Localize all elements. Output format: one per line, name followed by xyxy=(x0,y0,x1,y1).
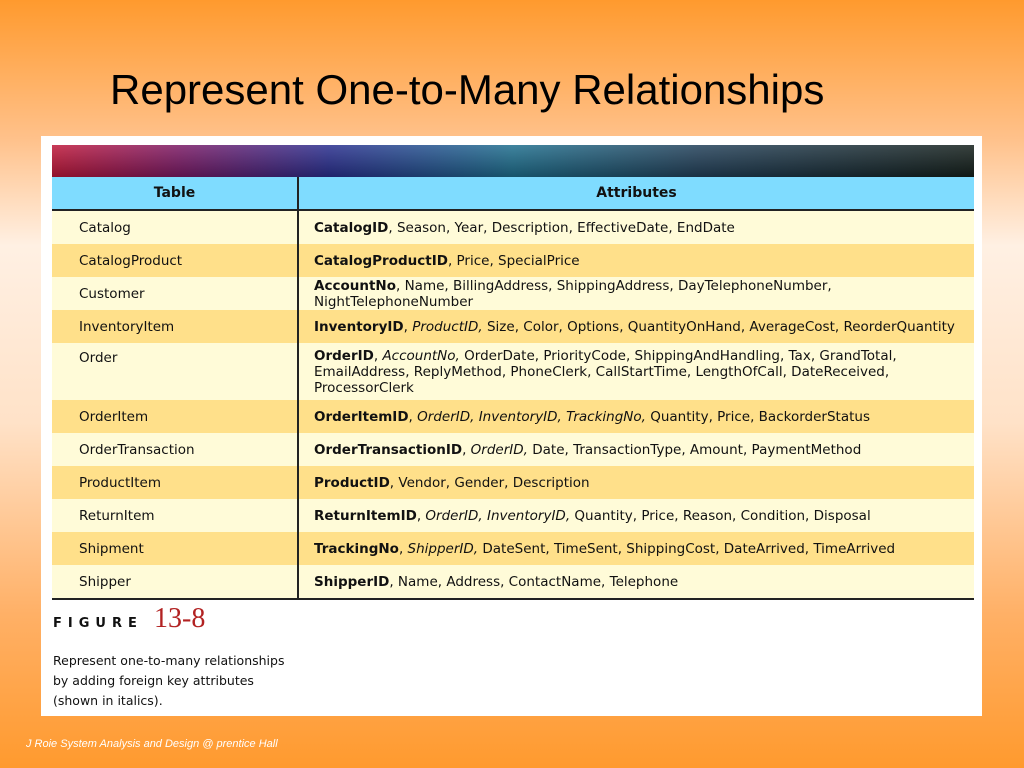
attribute-text: , Name, Address, ContactName, Telephone xyxy=(389,573,679,590)
foreign-key: OrderID, xyxy=(470,441,528,458)
table-row xyxy=(52,466,974,499)
table-name-cell: Customer xyxy=(52,277,298,310)
table-row xyxy=(52,210,974,244)
foreign-key: AccountNo, xyxy=(382,347,460,364)
primary-key: OrderTransactionID xyxy=(314,441,463,458)
attributes-cell xyxy=(298,532,974,565)
attribute-text: , Season, Year, Description, EffectiveDate, EndDate xyxy=(388,219,735,236)
table-row xyxy=(52,565,974,599)
foreign-key: ProductID, xyxy=(412,318,483,335)
slide-title: Represent One-to-Many Relationships xyxy=(110,66,825,113)
primary-key: ProductID xyxy=(314,474,390,491)
figure-label: FIGURE xyxy=(53,616,143,631)
table-row xyxy=(52,277,974,310)
attribute-text: , Vendor, Gender, Description xyxy=(389,474,590,491)
table-header-row xyxy=(52,177,974,210)
table-name-cell: Order xyxy=(52,343,298,400)
relations-table xyxy=(52,177,974,600)
foreign-key: OrderID, InventoryID, xyxy=(425,507,571,524)
table-name-cell: ProductItem xyxy=(52,466,298,499)
attributes-cell xyxy=(298,499,974,532)
attribute-text: , xyxy=(416,507,426,524)
primary-key: OrderItemID xyxy=(314,408,409,425)
primary-key: CatalogProductID xyxy=(314,252,448,269)
table-name-cell: OrderTransaction xyxy=(52,433,298,466)
attributes-cell xyxy=(298,433,974,466)
table-name-cell: Shipper xyxy=(52,565,298,599)
attributes-cell xyxy=(298,310,974,343)
primary-key: ShipperID xyxy=(314,573,390,590)
attribute-text: , xyxy=(408,408,418,425)
slide-footer: J Roie System Analysis and Design @ prentice Hall xyxy=(26,738,278,750)
figure-panel xyxy=(41,136,982,716)
attributes-cell xyxy=(298,277,974,310)
attributes-cell xyxy=(298,210,974,244)
foreign-key: OrderID, InventoryID, TrackingNo, xyxy=(417,408,646,425)
caption-line: Represent one-to-many relationships xyxy=(53,653,285,668)
table-name-cell: InventoryItem xyxy=(52,310,298,343)
primary-key: InventoryID xyxy=(314,318,404,335)
figure-caption xyxy=(53,651,293,711)
attribute-text: Quantity, Price, BackorderStatus xyxy=(645,408,870,425)
attribute-text: OrderDate, PriorityCode, ShippingAndHandling, Tax, GrandTotal, EmailAddress, ReplyMethod, PhoneClerk, CallStartTime, LengthOfCall, DateReceived, ProcessorClerk xyxy=(314,347,897,396)
primary-key: ReturnItemID xyxy=(314,507,417,524)
figure-number: 13-8 xyxy=(154,603,206,634)
attribute-text: , xyxy=(398,540,408,557)
attribute-text: Quantity, Price, Reason, Condition, Disposal xyxy=(570,507,871,524)
table-row xyxy=(52,499,974,532)
attributes-cell xyxy=(298,400,974,433)
attributes-cell xyxy=(298,343,974,400)
table-name-cell: ReturnItem xyxy=(52,499,298,532)
header-attributes: Attributes xyxy=(298,177,974,210)
attribute-text: , xyxy=(373,347,383,364)
primary-key: AccountNo xyxy=(314,277,396,294)
caption-line: (shown in italics). xyxy=(53,693,163,708)
decorative-banner xyxy=(52,145,974,177)
attribute-text: , xyxy=(403,318,413,335)
table-name-cell: Catalog xyxy=(52,210,298,244)
caption-line: by adding foreign key attributes xyxy=(53,673,254,688)
table-row xyxy=(52,532,974,565)
attribute-text: , Name, BillingAddress, ShippingAddress, DayTelephoneNumber, NightTelephoneNumber xyxy=(314,277,832,310)
table-body xyxy=(52,210,974,599)
table-name-cell: OrderItem xyxy=(52,400,298,433)
foreign-key: ShipperID, xyxy=(407,540,479,557)
attribute-text: Date, TransactionType, Amount, PaymentMethod xyxy=(527,441,862,458)
primary-key: TrackingNo xyxy=(314,540,399,557)
table-name-cell: Shipment xyxy=(52,532,298,565)
attributes-cell xyxy=(298,466,974,499)
attribute-text: , Price, SpecialPrice xyxy=(447,252,580,269)
attribute-text: DateSent, TimeSent, ShippingCost, DateArrived, TimeArrived xyxy=(478,540,896,557)
attributes-cell xyxy=(298,565,974,599)
table-row xyxy=(52,400,974,433)
primary-key: CatalogID xyxy=(314,219,389,236)
table-row xyxy=(52,310,974,343)
primary-key: OrderID xyxy=(314,347,374,364)
table-name-cell: CatalogProduct xyxy=(52,244,298,277)
header-table: Table xyxy=(52,177,298,210)
table-row xyxy=(52,343,974,400)
table-row xyxy=(52,244,974,277)
attributes-cell xyxy=(298,244,974,277)
attribute-text: , xyxy=(462,441,471,458)
table-row xyxy=(52,433,974,466)
attribute-text: Size, Color, Options, QuantityOnHand, AverageCost, ReorderQuantity xyxy=(482,318,955,335)
